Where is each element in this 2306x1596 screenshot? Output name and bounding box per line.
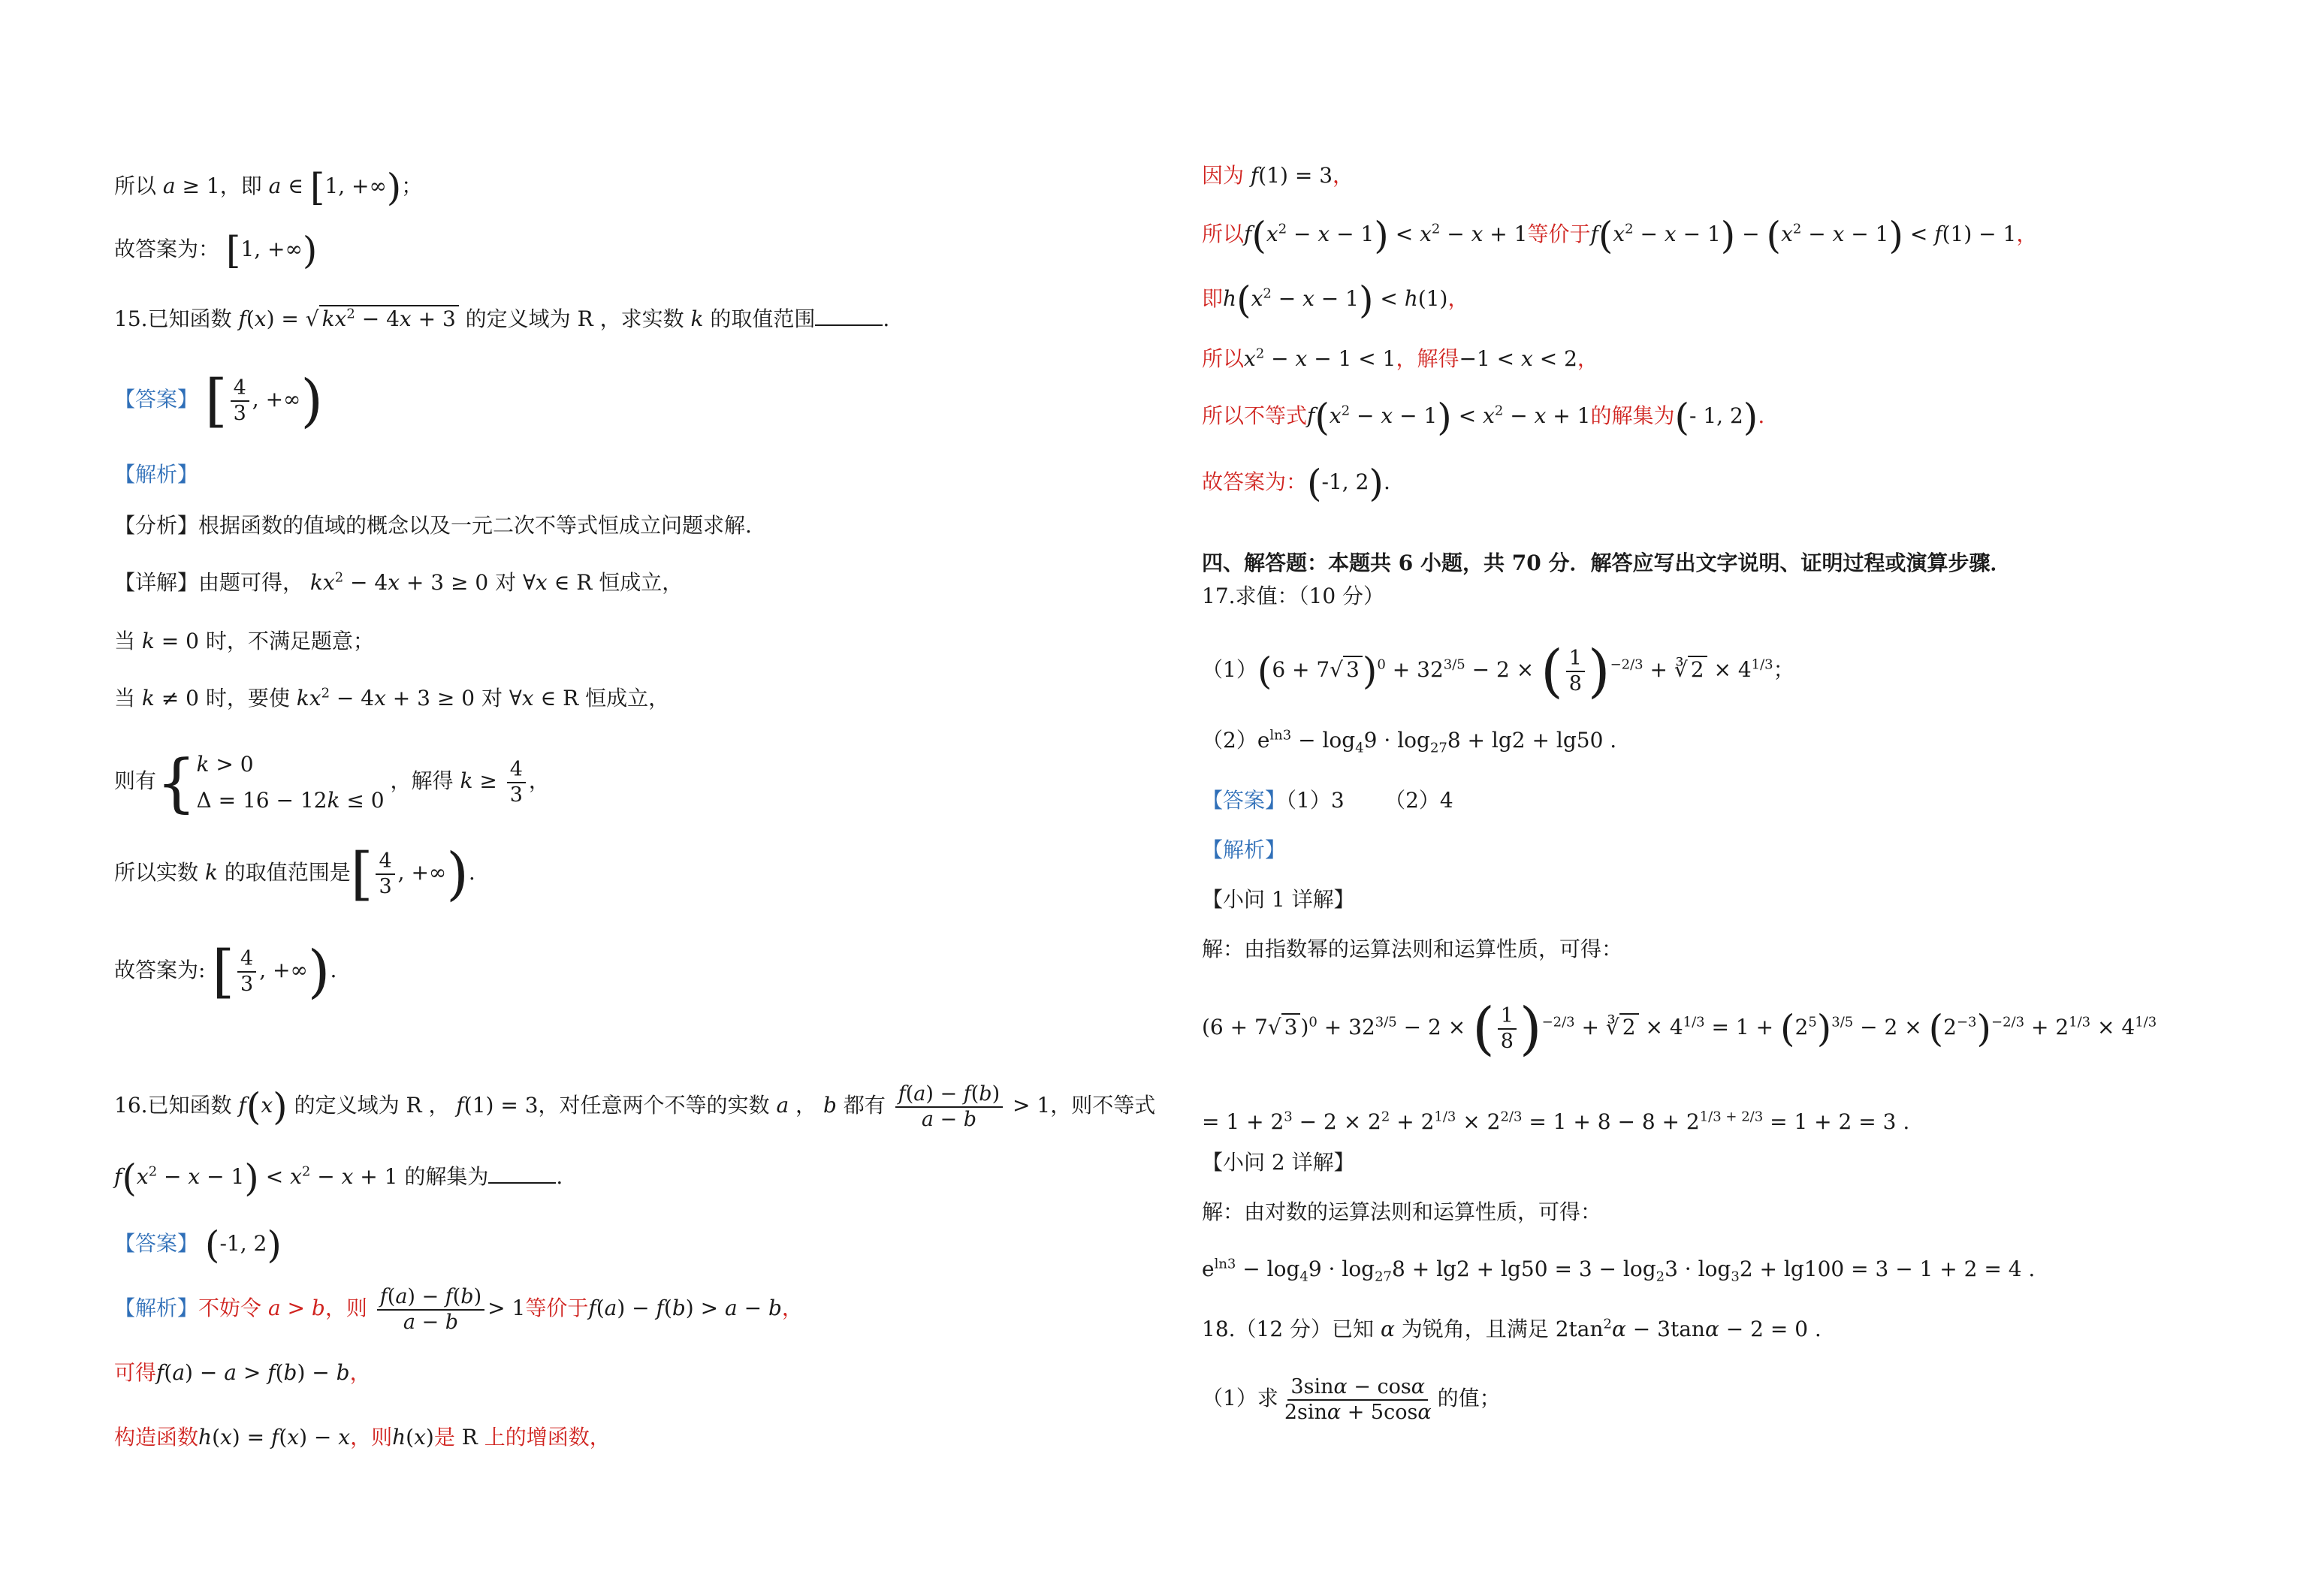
detail-15: 【详解】由题可得， $kx^2 - 4x + 3 \ge 0$ 对 ∀x ∈ R 恒成立， (114, 569, 684, 595)
answer-15: 【答案】 [ $\frac{4}{3}$ , +∞) (114, 367, 324, 434)
system-inequality: 则有{ k > 0 Δ = 16 − 12k ≤ 0 ，解得 k ≥ $\frac{4}{3}$ ， (114, 745, 550, 819)
question-18-part1: （1）求 $\frac{3\sin\alpha - \cos\alpha}{2\sin\alpha + 5\cos\alpha}$ 的值； (1202, 1374, 1501, 1424)
ji-line: 即$h(x^2 - x - 1) < h(1)$， (1202, 278, 1469, 322)
line-a-range: 所以 a ≥ 1，即 a ∈ [1, +∞)； (114, 165, 423, 210)
section-title: 四、解答题：本题共 6 小题，共 70 分．解答应写出文字说明、证明过程或演算步骤． (1202, 551, 2012, 575)
solution-2-line: $e^{ln3} - \log_49 \cdot \log_{27}8 + \lg 2 + \lg 50 = 3 - \log_23 \cdot \log_32 + \lg 100 = 3 - 1 + 2 = 4$ . (1202, 1256, 2036, 1285)
question-15: 15.已知函数 f(x) = √ $kx^2 - 4x + 3$ 的定义域为 R ，求实数 k 的取值范围 . (114, 303, 889, 334)
question-17-part2: $(2)e^{ln3} - \log_49 \cdot \log_{27}8 + \lg 2 + \lg 50$ . (1202, 727, 1617, 756)
solve-line: 所以$x^2 - x - 1 < 1$，解得−1 < x < 2， (1202, 345, 1598, 371)
question-16-inequality: $f(x^2 - x - 1) < x^2 - x + 1$ 的解集为 . (114, 1156, 563, 1200)
answer-16: 【答案】 (-1, 2) (114, 1223, 282, 1267)
jiexi-tag-17: 【解析】 (1202, 837, 1287, 862)
line-answer-1: 故答案为： [1, +∞) (114, 228, 318, 273)
solution-1-line2: = $1 + 2^3 - 2 \times 2^2 + 2^{1/3} \times 2^{2/3} = 1 + 8 - 8 + 2^{1/3 + 2/3} = 1 + 2 = 3$ . (1202, 1109, 1910, 1134)
yinwei-line: 因为 f(1) = 3， (1202, 163, 1354, 188)
solution-1-line1: (6 + 7√ 3 )$^0 + 32^{3/5} - 2$ × ( $\frac{1}{8}$ )$^{-2/3}$ + ∛ $2 \times 4^{1/3} = 1 + (2^5)^{3/5} - 2 \times (2^{-3})^{-2/3} + 2^{1/3} \times 4^{1/3}$ (1202, 994, 2157, 1062)
sub-question-1: 【小问 1 详解】 (1202, 887, 1355, 912)
range-conclusion: 所以实数 k 的取值范围是[ $\frac{4}{3}$ , +∞). (114, 840, 475, 907)
question-16: 16.已知函数 f(x) 的定义域为 R ， f(1) = 3，对任意两个不等的实数 a ， b 都有 $\frac{f(a) - f(b)}{a - b}$ > 1，则不等式 (114, 1082, 1156, 1131)
kede-line: 可得f(a) − a > f(b) − b， (114, 1360, 371, 1385)
gouzao-line: 构造函数h(x) = f(x) − x，则h(x)是 R 上的增函数， (114, 1425, 611, 1450)
question-18: 18.（12 分）已知 α 为锐角，且满足 $2\tan^2\alpha - 3\tan\alpha - 2 = 0$ . (1202, 1316, 1822, 1341)
sub-question-2: 【小问 2 详解】 (1202, 1150, 1355, 1175)
solution-set-line: 所以不等式$f(x^2 - x - 1) < x^2 - x + 1$的解集为(- 1, 2). (1202, 395, 1765, 439)
case-k-nonzero: 当 k ≠ 0 时，要使 $kx^2 - 4x + 3 \ge 0$ 对 ∀x ∈ R 恒成立， (114, 685, 670, 711)
jiexi-tag-15: 【解析】 (114, 462, 199, 487)
question-17-part1: （1）(6 + 7√ $3)^0 + 32^{3/5} - 2$ × ( $\frac{1}{8}$ )$^{-2/3}$ + ∛ $2 \times 4^{1/3}$； (1202, 637, 1794, 704)
case-k-zero: 当 k = 0 时，不满足题意； (114, 629, 374, 653)
answer-15-final: 故答案为: [ $\frac{4}{3}$ , +∞). (114, 937, 337, 1005)
jiexi-16: 【解析】不妨令 a > b，则 $\frac{f(a) - f(b)}{a - b}$ > 1等价于f(a) − f(b) > a − b， (114, 1284, 803, 1334)
answer-17: 【答案】（1）3 （2）4 (1202, 788, 1453, 813)
analysis-15: 【分析】根据函数的值域的概念以及一元二次不等式恒成立问题求解. (114, 513, 752, 538)
question-17: 17.求值：（10 分） (1202, 584, 1385, 608)
solution-intro-1: 解：由指数幂的运算法则和运算性质，可得： (1202, 937, 1623, 961)
answer-16-final: 故答案为：(-1, 2). (1202, 461, 1390, 505)
solution-intro-2: 解：由对数的运算法则和运算性质，可得： (1202, 1199, 1602, 1224)
equiv-line: 所以$f(x^2 - x - 1) < x^2 - x + 1$等价于$f(x^2 - x - 1) - (x^2 - x - 1) < f(1) - 1$， (1202, 213, 2038, 258)
